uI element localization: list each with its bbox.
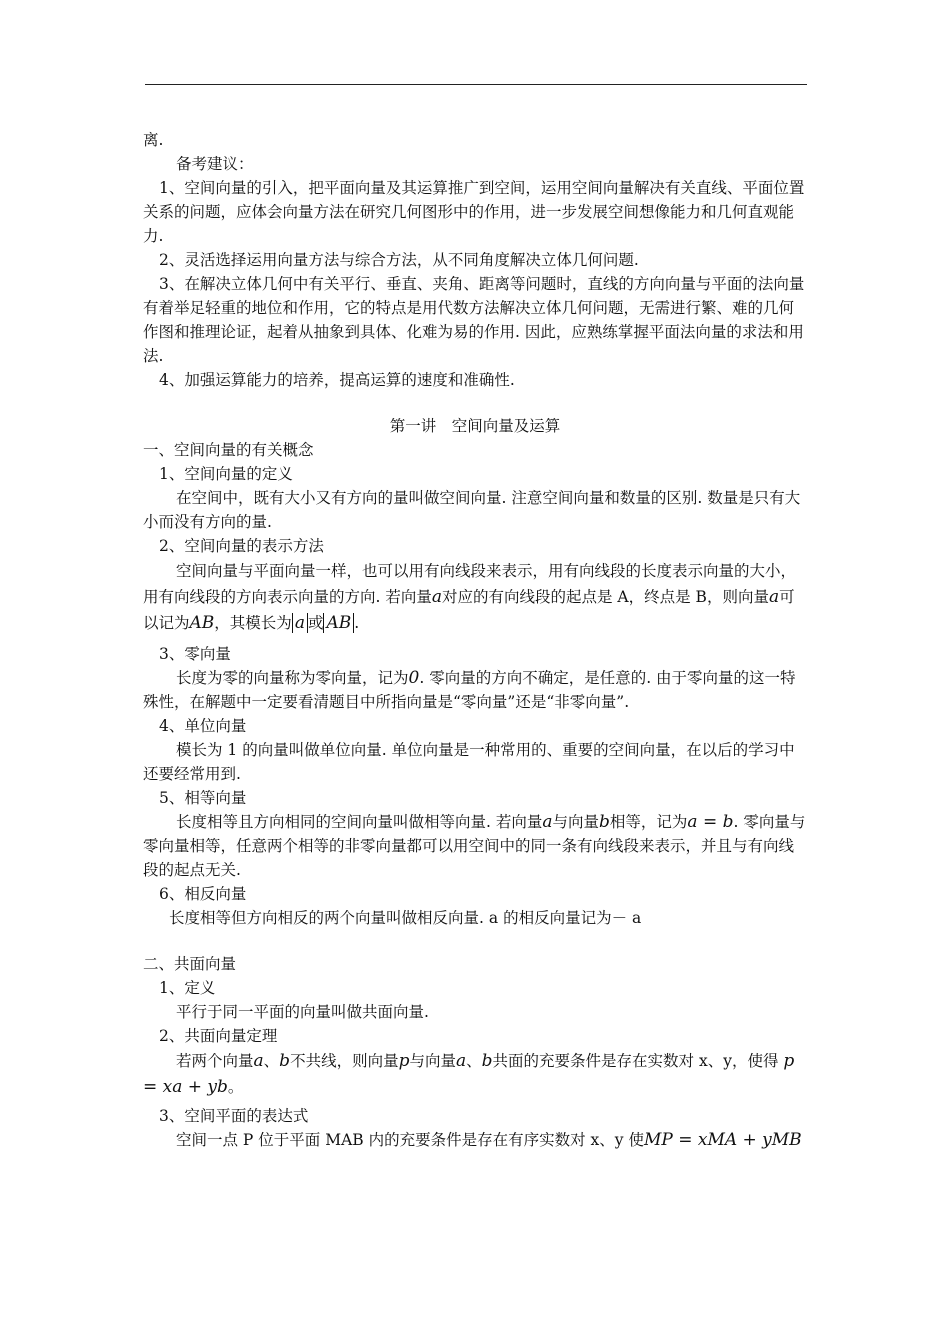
intro-tail: 离. [143,131,164,149]
coplanar-formula: p = xa + yb [143,1051,795,1097]
section2-title: 二、共面向量 [143,955,237,973]
s1-3-title: 3、零向量 [159,645,231,663]
vector-a: a [431,587,442,607]
zero-vector: 0 [408,668,420,688]
spacer-2 [143,930,807,952]
abs-a: a [292,613,308,633]
s2-2-end: 。 [227,1078,244,1096]
header-rule [145,84,807,85]
sep-1: 、 [263,1052,280,1070]
s2-2-text-c: 与向量 [409,1052,456,1070]
s1-3-text [143,666,807,714]
s1-3-text-a: 长度为零的向量称为零向量，记为 [176,669,409,687]
plane-formula: MP = xMA + yMB [643,1130,802,1150]
suggestion-4: 4、加强运算能力的培养，提高运算的速度和准确性. [159,371,515,389]
suggestion-3: 3、在解决立体几何中有关平行、垂直、夹角、距离等问题时，直线的方向向量与平面的法向量有着举足轻重的地位和作用，它的特点是用代数方法解决立体几何问题，无需进行繁、难的几何作图和推理论证，起着从抽象到具体、化难为易的作用. 因此，应熟练掌握平面法向量的求法和用法. [143,275,805,365]
s1-5-text-a: 长度相等且方向相同的空间向量叫做相等向量. 若向量 [176,813,543,831]
spacer [143,392,807,414]
suggestion-2: 2、灵活选择运用向量方法与综合方法，从不同角度解决立体几何问题. [159,251,639,269]
vector-a-4: a [488,909,499,927]
s2-3-text-a: 空间一点 P 位于平面 MAB 内的充要条件是存在有序实数对 x、y 使 [176,1131,644,1149]
s1-2-text-a: 空间向量与平面向量一样，也可以用有向线段来表示，用有向线段的长度表示向量的大小，用有向线段的方向表示向量的方向. 若向量 [143,562,797,606]
vector-b: b [599,812,610,832]
s2-1-text: 平行于同一平面的向量叫做共面向量. [176,1003,429,1021]
s1-2-end: . [354,614,360,632]
suggestion-1: 1、空间向量的引入，把平面向量及其运算推广到空间，运用空间向量解决有关直线、平面位置关系的问题，应体会向量方法在研究几何图形中的作用，进一步发展空间想像能力和几何直观能力. [143,179,805,245]
s1-2-text-c: 可以记为 [143,588,795,632]
abs-AB: AB [323,613,354,633]
s2-2-title: 2、共面向量定理 [159,1027,278,1045]
s1-5-text-b: 与向量 [552,813,600,831]
sep-2: 、 [466,1052,482,1070]
s1-5-title: 5、相等向量 [159,789,247,807]
s2-1-title: 1、定义 [159,979,216,997]
s1-6-text-a: 长度相等但方向相反的两个向量叫做相反向量. [169,909,484,927]
s1-1-title: 1、空间向量的定义 [159,465,293,483]
s1-4-text: 模长为 1 的向量叫做单位向量. 单位向量是一种常用的、重要的空间向量，在以后的学习中还要经常用到. [143,741,795,783]
s1-2-text-d: ，其模长为 [214,614,292,632]
vector-a-2: a [768,587,780,607]
s1-6-text [143,906,807,930]
s2-2-text-b: 不共线，则向量 [290,1052,399,1070]
vector-a-3: a [542,812,553,832]
document-body [143,128,807,1152]
s1-5-text [143,810,807,882]
s1-2-text [143,558,807,636]
s1-5-text-d: . 零向量与零向量相等，任意两个相等的非零向量都可以用空间中的同一条有向线段来表示，并且与有向线段的起点无关. [143,813,806,879]
s2-2-text-a: 若两个向量 [176,1052,254,1070]
vector-p: p [398,1051,410,1071]
s2-3-text [143,1128,807,1152]
vector-a-7: a [455,1051,467,1071]
section1-title: 一、空间向量的有关概念 [143,441,314,459]
s1-4-title: 4、单位向量 [159,717,247,735]
s2-3-title: 3、空间平面的表达式 [159,1107,309,1125]
s2-2-text-d: 共面的充要条件是存在实数对 x、y，使得 [492,1052,779,1070]
s1-6-text-b: 的相反向量记为－ [503,909,628,927]
s1-2-heading: 2、空间向量的表示方法 [159,537,324,555]
s1-3-text-b: . 零向量的方向不确定，是任意的. 由于零向量的这一特殊性，在解题中一定要看清题目中所指向量是“零向量”还是“非零向量”. [143,669,796,711]
s1-1-text: 在空间中，既有大小又有方向的量叫做空间向量. 注意空间向量和数量的区别. 数量是只有大小而没有方向的量. [143,489,801,531]
equal-formula: a = b [687,812,734,832]
vector-b-3: b [481,1051,493,1071]
s1-2-or: 或 [307,614,324,632]
vector-a-5: a [632,909,642,927]
s1-5-text-c: 相等，记为 [609,813,688,831]
vector-AB: AB [189,613,215,633]
s1-6-title: 6、相反向量 [159,885,247,903]
lecture-title: 第一讲 空间向量及运算 [389,417,561,435]
s2-2-text [143,1048,807,1100]
suggestions-title: 备考建议： [176,155,254,173]
vector-b-2: b [279,1051,291,1071]
s1-2-text-b: 对应的有向线段的起点是 A，终点是 B，则向量 [442,588,769,606]
vector-a-6: a [253,1051,264,1071]
